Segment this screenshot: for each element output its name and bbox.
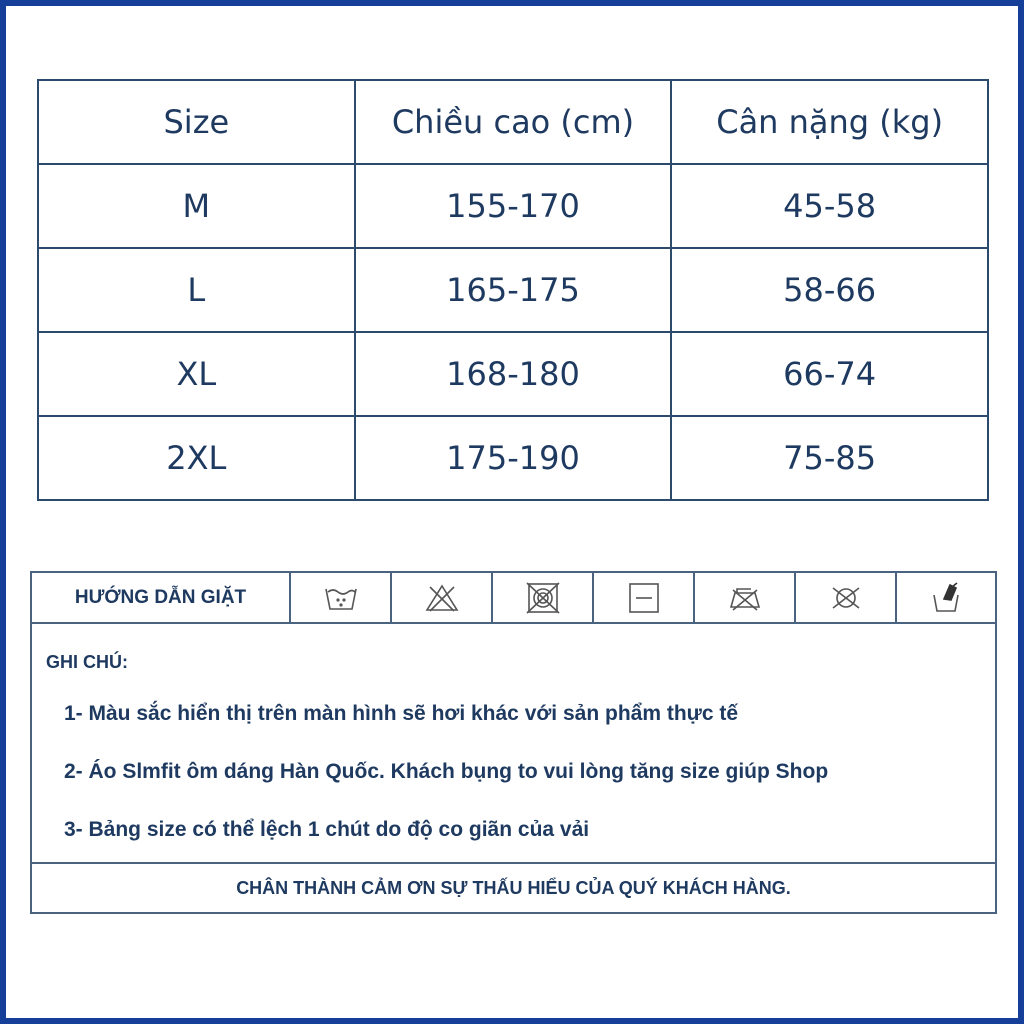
no-tumble-dry-icon xyxy=(493,573,594,622)
wash-guide xyxy=(30,571,997,914)
size-cell: M xyxy=(38,164,355,248)
iron-low-icon xyxy=(695,573,796,622)
weight-cell: 58-66 xyxy=(671,248,988,332)
notes-title: GHI CHÚ: xyxy=(46,652,128,672)
dry-flat-icon xyxy=(594,573,695,622)
height-cell: 155-170 xyxy=(355,164,672,248)
height-cell: 165-175 xyxy=(355,248,672,332)
header-weight: Cân nặng (kg) xyxy=(671,80,988,164)
height-cell: 175-190 xyxy=(355,416,672,500)
note-item: 2- Áo Slmfit ôm dáng Hàn Quốc. Khách bụng to vui lòng tăng size giúp Shop xyxy=(64,760,829,783)
note-item: 1- Màu sắc hiển thị trên màn hình sẽ hơi khác với sản phẩm thực tế xyxy=(64,702,739,725)
size-cell: 2XL xyxy=(38,416,355,500)
notes-section xyxy=(32,624,995,864)
no-bleach-icon xyxy=(392,573,493,622)
weight-cell: 45-58 xyxy=(671,164,988,248)
thanks-message: CHÂN THÀNH CẢM ƠN SỰ THẤU HIỂU CỦA QUÝ KHÁCH HÀNG. xyxy=(236,877,791,898)
wash-icons-row xyxy=(32,573,995,624)
size-cell: L xyxy=(38,248,355,332)
header-size: Size xyxy=(38,80,355,164)
weight-cell: 66-74 xyxy=(671,332,988,416)
table-row xyxy=(38,164,988,248)
no-dry-clean-icon xyxy=(796,573,897,622)
table-row xyxy=(38,416,988,500)
weight-cell: 75-85 xyxy=(671,416,988,500)
hand-wash-30-icon xyxy=(291,573,392,622)
table-row xyxy=(38,332,988,416)
table-row xyxy=(38,248,988,332)
wash-guide-title: HƯỚNG DẪN GIẶT xyxy=(32,573,291,622)
note-item: 3- Bảng size có thể lệch 1 chút do độ co giãn của vải xyxy=(64,818,590,841)
size-cell: XL xyxy=(38,332,355,416)
size-table xyxy=(37,79,989,501)
height-cell: 168-180 xyxy=(355,332,672,416)
size-table-header xyxy=(38,80,988,164)
wash-with-like-colors-icon xyxy=(897,573,995,622)
header-height: Chiều cao (cm) xyxy=(355,80,672,164)
